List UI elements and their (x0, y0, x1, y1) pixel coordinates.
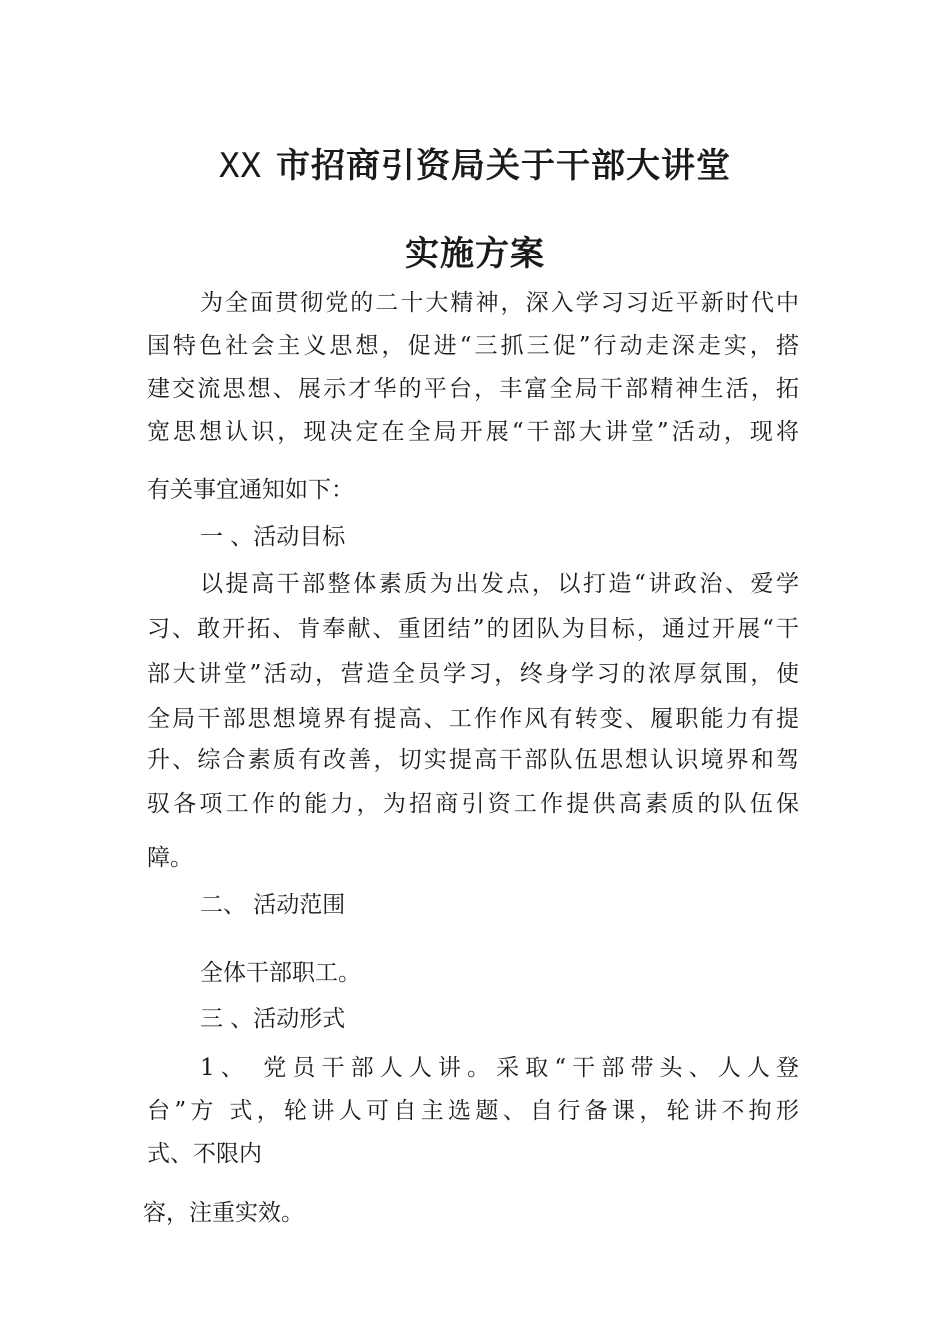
paragraph-line: 习、敢开拓、肯奉献、重团结”的团队为目标，通过开展“干 (147, 616, 799, 642)
title-main: 市招商引资局关于干部大讲堂 (275, 146, 731, 186)
paragraph-line: 式、不限内 (147, 1141, 262, 1167)
section-heading: 一 、活动目标 (200, 524, 346, 550)
paragraph-line: 部大讲堂”活动，营造全员学习，终身学习的浓厚氛围，使 (147, 661, 799, 687)
paragraph-line: 全体干部职工。 (200, 960, 361, 986)
paragraph-line: 容，注重实效。 (143, 1200, 304, 1226)
section-heading: 三 、活动形式 (200, 1006, 346, 1032)
paragraph-line: 驭各项工作的能力，为招商引资工作提供高素质的队伍保 (147, 791, 799, 817)
paragraph-line: 宽思想认识，现决定在全局开展“干部大讲堂”活动，现将 (147, 419, 799, 445)
paragraph-line: 建交流思想、展示才华的平台，丰富全局干部精神生活，拓 (147, 376, 799, 402)
paragraph-line: 障。 (147, 845, 193, 871)
paragraph-line: 为全面贯彻党的二十大精神，深入学习习近平新时代中 (200, 290, 799, 316)
document-title-line-1 (0, 138, 950, 187)
paragraph-line: 升、综合素质有改善，切实提高干部队伍思想认识境界和驾 (147, 747, 799, 773)
paragraph-line: 有关事宜通知如下： (147, 477, 354, 503)
paragraph-line: 台”方 式，轮讲人可自主选题、自行备课，轮讲不拘形 (147, 1098, 799, 1124)
paragraph-line: 1、 党员干部人人讲。采取“干部带头、人人登 (200, 1055, 799, 1081)
paragraph-line: 国特色社会主义思想，促进“三抓三促”行动走深走实，搭 (147, 333, 799, 359)
paragraph-line: 全局干部思想境界有提高、工作作风有转变、履职能力有提 (147, 706, 799, 732)
section-heading: 二、 活动范围 (200, 892, 346, 918)
paragraph-line: 以提高干部整体素质为出发点，以打造“讲政治、爱学 (200, 571, 799, 597)
document-title-line-2: 实施方案 (405, 234, 545, 274)
title-prefix: XX (219, 146, 262, 186)
